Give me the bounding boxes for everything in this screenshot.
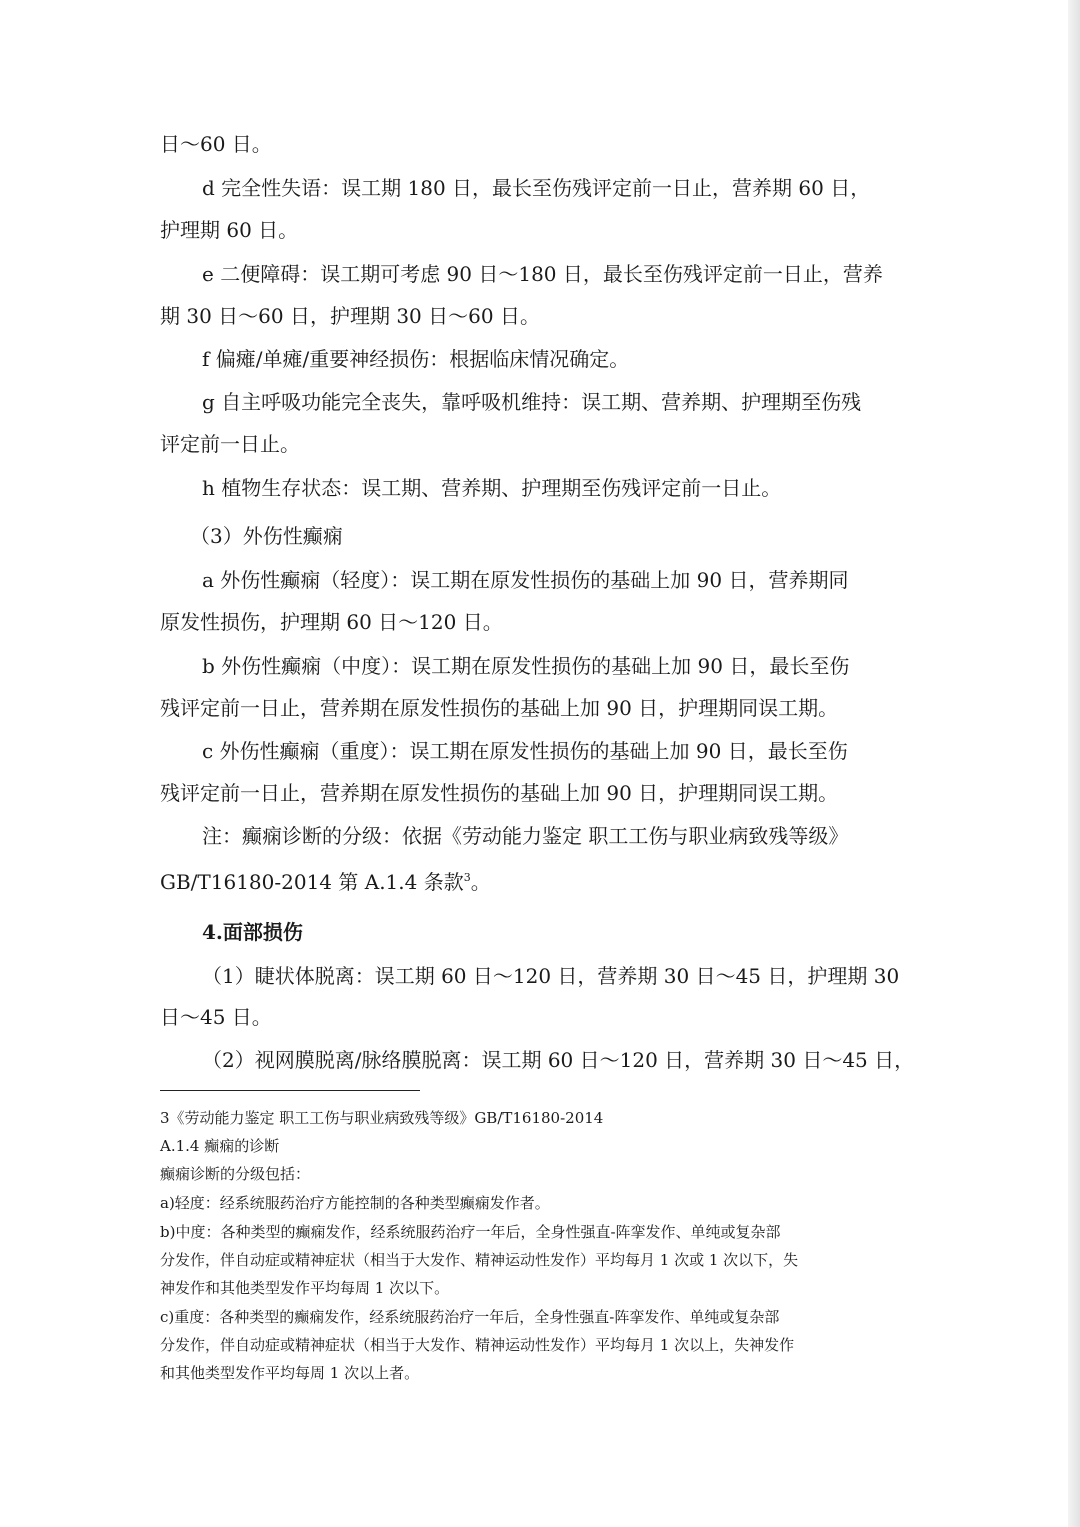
footnote-line: 神发作和其他类型发作平均每周 1 次以下。 bbox=[160, 1279, 450, 1297]
body-line: g 自主呼吸功能完全丧失，靠呼吸机维持：误工期、营养期、护理期至伤残 bbox=[202, 390, 862, 414]
footnote-line: 和其他类型发作平均每周 1 次以上者。 bbox=[160, 1364, 420, 1382]
page-edge-shadow bbox=[1068, 0, 1080, 1527]
body-line: d 完全性失语：误工期 180 日，最长至伤残评定前一日止，营养期 60 日， bbox=[202, 176, 871, 200]
body-line: 日～45 日。 bbox=[160, 1005, 272, 1029]
footnote-line: 癫痫诊断的分级包括： bbox=[160, 1165, 311, 1183]
body-line: 残评定前一日止，营养期在原发性损伤的基础上加 90 日，护理期同误工期。 bbox=[160, 696, 839, 720]
body-line: a 外伤性癫痫（轻度）：误工期在原发性损伤的基础上加 90 日，营养期同 bbox=[202, 568, 849, 592]
footnote-line: b)中度：各种类型的癫痫发作，经系统服药治疗一年后，全身性强直-阵挛发作、单纯或复杂部 bbox=[160, 1223, 781, 1241]
body-line: b 外伤性癫痫（中度）：误工期在原发性损伤的基础上加 90 日，最长至伤 bbox=[202, 654, 850, 678]
body-line: （2）视网膜脱离/脉络膜脱离：误工期 60 日～120 日，营养期 30 日～45 日， bbox=[202, 1048, 915, 1072]
footnote-line: 分发作，伴自动症或精神症状（相当于大发作、精神运动性发作）平均每月 1 次或 1 次以下，失 bbox=[160, 1251, 799, 1269]
footnote-line: c)重度：各种类型的癫痫发作，经系统服药治疗一年后，全身性强直-阵挛发作、单纯或复杂部 bbox=[160, 1308, 780, 1326]
citation-end: 。 bbox=[470, 870, 491, 894]
section-heading: （3）外伤性癫痫 bbox=[190, 524, 343, 548]
body-line: 注：癫痫诊断的分级：依据《劳动能力鉴定 职工工伤与职业病致残等级》 bbox=[202, 824, 849, 848]
body-line: e 二便障碍：误工期可考虑 90 日～180 日，最长至伤残评定前一日止，营养 bbox=[202, 262, 883, 286]
footnote-separator bbox=[160, 1090, 420, 1091]
footnote-line: 分发作，伴自动症或精神症状（相当于大发作、精神运动性发作）平均每月 1 次以上，失神发作 bbox=[160, 1336, 795, 1354]
body-line: 期 30 日～60 日，护理期 30 日～60 日。 bbox=[160, 304, 540, 328]
body-line: 评定前一日止。 bbox=[160, 432, 300, 456]
footnote-ref[interactable]: 3 bbox=[463, 871, 471, 884]
citation-text: GB/T16180-2014 第 A.1.4 条款 bbox=[160, 870, 464, 894]
section-heading: 4.面部损伤 bbox=[202, 920, 303, 944]
body-line: h 植物生存状态：误工期、营养期、护理期至伤残评定前一日止。 bbox=[202, 476, 782, 500]
body-line: 护理期 60 日。 bbox=[160, 218, 299, 242]
footnote-line: A.1.4 癫痫的诊断 bbox=[160, 1137, 280, 1155]
footnote-line: a)轻度：经系统服药治疗方能控制的各种类型癫痫发作者。 bbox=[160, 1194, 550, 1212]
footnote-line: 3《劳动能力鉴定 职工工伤与职业病致残等级》GB/T16180-2014 bbox=[160, 1109, 604, 1127]
body-line: （1）睫状体脱离：误工期 60 日～120 日，营养期 30 日～45 日，护理期 30 bbox=[202, 964, 900, 988]
body-line: c 外伤性癫痫（重度）：误工期在原发性损伤的基础上加 90 日，最长至伤 bbox=[202, 739, 848, 763]
body-line: 残评定前一日止，营养期在原发性损伤的基础上加 90 日，护理期同误工期。 bbox=[160, 781, 839, 805]
body-line: 原发性损伤，护理期 60 日～120 日。 bbox=[160, 610, 503, 634]
body-line: 日～60 日。 bbox=[160, 132, 272, 156]
body-line: f 偏瘫/单瘫/重要神经损伤：根据临床情况确定。 bbox=[202, 347, 630, 371]
body-line bbox=[160, 868, 920, 896]
